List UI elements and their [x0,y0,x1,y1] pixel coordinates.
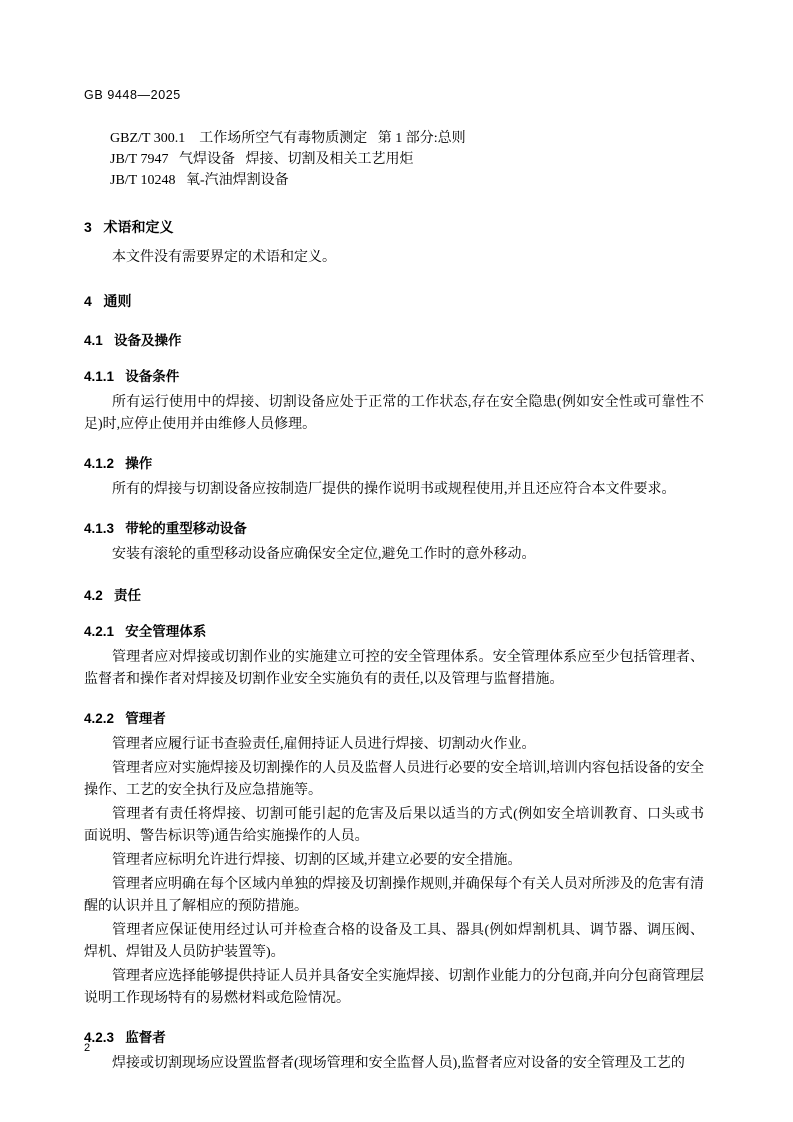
paragraph: 管理者有责任将焊接、切割可能引起的危害及后果以适当的方式(例如安全培训教育、口头或书面说明、警告标识等)通告给实施操作的人员。 [84,807,704,844]
section-heading-4-1-1: 4.1.1 设备条件 [84,369,180,384]
paragraph: 管理者应保证使用经过认可并检查合格的设备及工具、器具(例如焊割机具、调节器、调压阀、焊机、焊钳及人员防护装置等)。 [84,923,704,960]
paragraph: 管理者应对焊接或切割作业的实施建立可控的安全管理体系。安全管理体系应至少包括管理者、监督者和操作者对焊接及切割作业安全实施负有的责任,以及管理与监督措施。 [84,650,704,687]
standard-header: GB 9448—2025 [84,88,181,102]
page-content [84,88,704,1077]
section-heading-3: 3 术语和定义 [84,219,174,235]
section-heading-4-2: 4.2 责任 [84,588,142,603]
page-number: 2 [84,1042,91,1054]
section-heading-4-2-3: 4.2.3 监督者 [84,1030,166,1045]
section-heading-4-2-1: 4.2.1 安全管理体系 [84,624,207,639]
normative-references-list [84,128,704,191]
paragraph: 本文件没有需要界定的术语和定义。 [112,250,336,265]
paragraph: 管理者应选择能够提供持证人员并具备安全实施焊接、切割作业能力的分包商,并向分包商管理层说明工作现场特有的易燃材料或危险情况。 [84,969,704,1006]
paragraph: 管理者应对实施焊接及切割操作的人员及监督人员进行必要的安全培训,培训内容包括设备的安全操作、工艺的安全执行及应急措施等。 [84,761,704,798]
paragraph: 管理者应明确在每个区域内单独的焊接及切割操作规则,并确保每个有关人员对所涉及的危害有清醒的认识并且了解相应的预防措施。 [84,877,704,914]
paragraph: 所有运行使用中的焊接、切割设备应处于正常的工作状态,存在安全隐患(例如安全性或可靠性不足)时,应停止使用并由维修人员修理。 [84,395,704,432]
paragraph: 管理者应标明允许进行焊接、切割的区域,并建立必要的安全措施。 [112,853,522,868]
section-heading-4-1: 4.1 设备及操作 [84,333,182,348]
paragraph: 管理者应履行证书查验责任,雇佣持证人员进行焊接、切割动火作业。 [112,737,536,752]
section-heading-4: 4 通则 [84,293,132,309]
section-heading-4-1-2: 4.1.2 操作 [84,456,153,471]
paragraph: 焊接或切割现场应设置监督者(现场管理和安全监督人员),监督者应对设备的安全管理及工艺的 [112,1056,685,1071]
paragraph: 安装有滚轮的重型移动设备应确保安全定位,避免工作时的意外移动。 [112,547,536,562]
section-heading-4-2-2: 4.2.2 管理者 [84,711,166,726]
paragraph: 所有的焊接与切割设备应按制造厂提供的操作说明书或规程使用,并且还应符合本文件要求。 [112,482,676,497]
list-item: GBZ/T 300.1 工作场所空气有毒物质测定 第 1 部分:总则 [110,131,466,146]
list-item: JB/T 10248 氧-汽油焊割设备 [110,173,289,188]
list-item: JB/T 7947 气焊设备 焊接、切割及相关工艺用炬 [110,152,414,167]
section-heading-4-1-3: 4.1.3 带轮的重型移动设备 [84,521,247,536]
